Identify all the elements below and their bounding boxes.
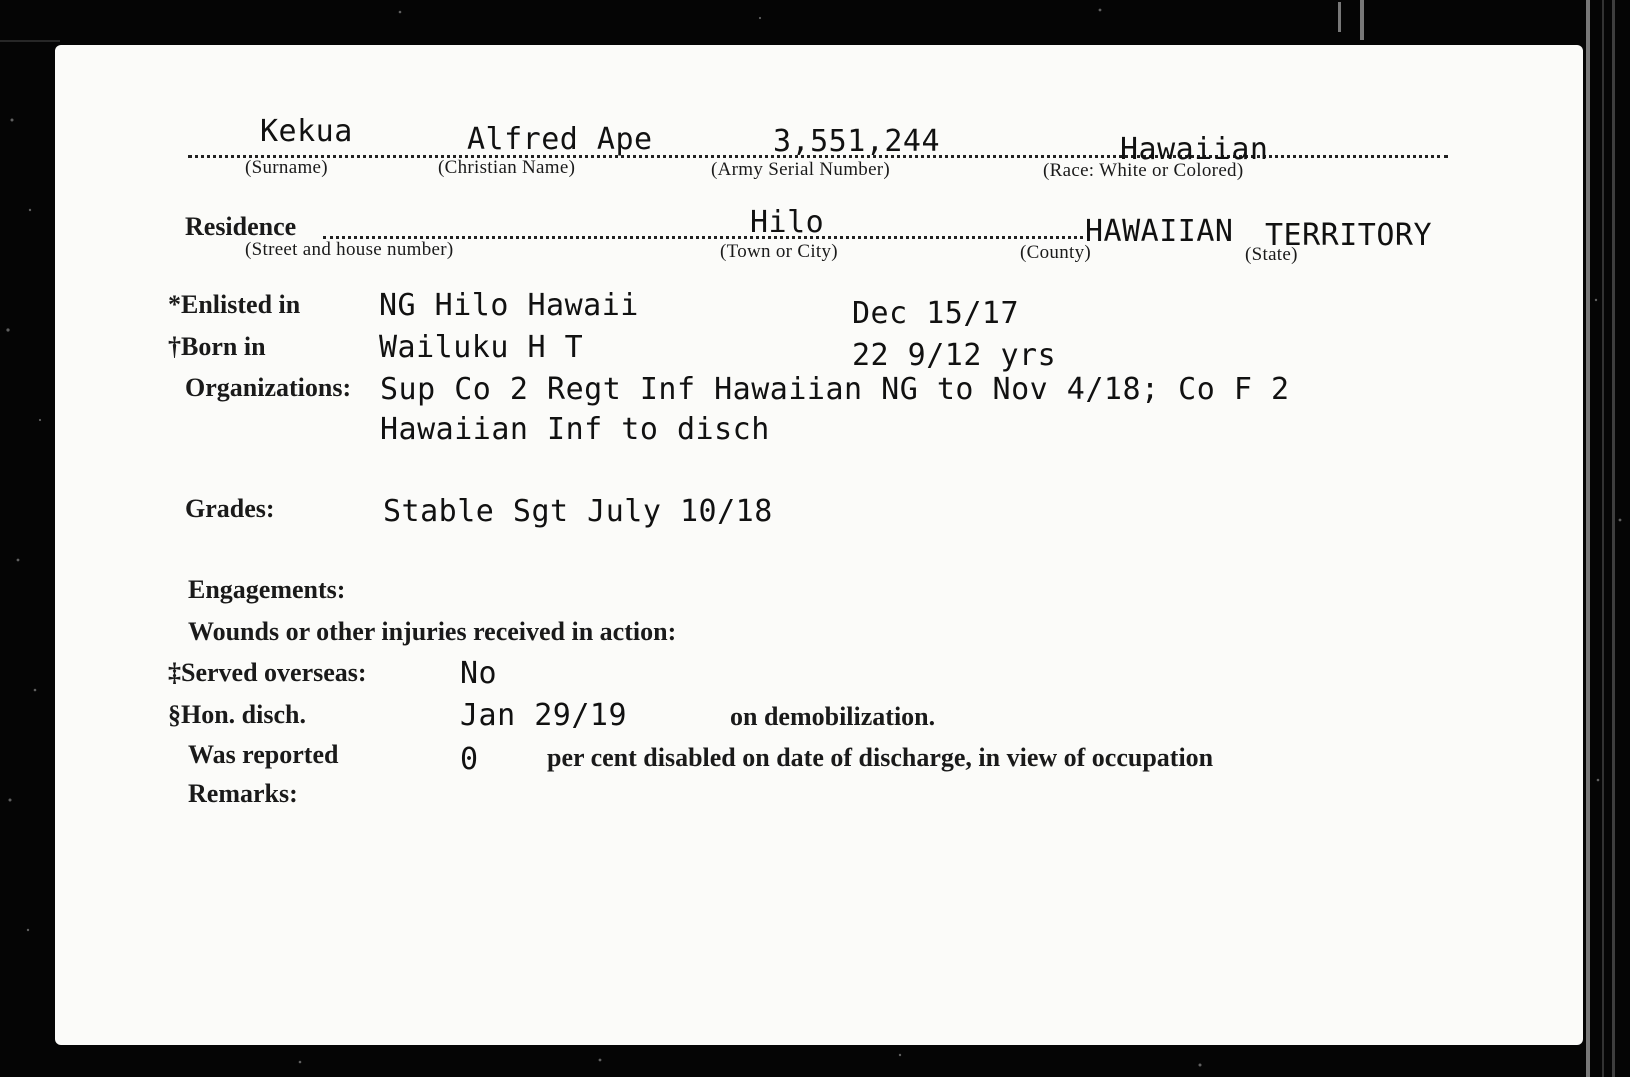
street-caption: (Street and house number) [245, 239, 454, 260]
wounds-label: Wounds or other injuries received in action: [188, 617, 677, 646]
grades-value: Stable Sgt July 10/18 [383, 494, 773, 529]
engagements-label: Engagements: [188, 575, 346, 604]
state-caption: (State) [1245, 244, 1298, 265]
served-overseas-label: ‡Served overseas: [168, 658, 367, 687]
serial-number-caption: (Army Serial Number) [711, 159, 891, 180]
organizations-line-2: Hawaiian Inf to disch [380, 412, 770, 447]
town-value: Hilo [750, 205, 825, 240]
organizations-label: Organizations: [185, 373, 352, 402]
county-caption: (County) [1020, 242, 1092, 263]
disability-suffix: per cent disabled on date of discharge, in view of occupation [547, 743, 1214, 772]
christian-name-value: Alfred Ape [467, 122, 653, 157]
grades-label: Grades: [185, 494, 275, 523]
discharge-suffix: on demobilization. [730, 702, 936, 731]
disability-label: Was reported [188, 740, 339, 769]
enlisted-label: *Enlisted in [168, 290, 301, 319]
christian-name-caption: (Christian Name) [438, 157, 576, 178]
disability-value: 0 [460, 742, 479, 777]
race-value: Hawaiian [1120, 132, 1269, 167]
race-caption: (Race: White or Colored) [1043, 160, 1244, 181]
surname-caption: (Surname) [245, 157, 328, 178]
residence-label: Residence [185, 212, 297, 241]
service-record-card [55, 45, 1583, 1045]
serial-number-value: 3,551,244 [773, 124, 941, 159]
state-value: TERRITORY [1265, 218, 1433, 253]
surname-value: Kekua [260, 114, 353, 149]
remarks-label: Remarks: [188, 779, 298, 808]
organizations-line-1: Sup Co 2 Regt Inf Hawaiian NG to Nov 4/18; Co F 2 [380, 372, 1290, 407]
discharge-date-value: Jan 29/19 [460, 698, 628, 733]
born-age-value: 22 9/12 yrs [852, 338, 1057, 373]
born-label: †Born in [168, 332, 266, 361]
town-caption: (Town or City) [720, 241, 838, 262]
enlisted-place-value: NG Hilo Hawaii [379, 288, 639, 323]
served-overseas-value: No [460, 656, 498, 691]
born-place-value: Wailuku H T [379, 330, 584, 365]
discharge-label: §Hon. disch. [168, 700, 306, 729]
enlisted-date-value: Dec 15/17 [852, 296, 1020, 331]
county-value: HAWAIIAN [1085, 214, 1234, 249]
